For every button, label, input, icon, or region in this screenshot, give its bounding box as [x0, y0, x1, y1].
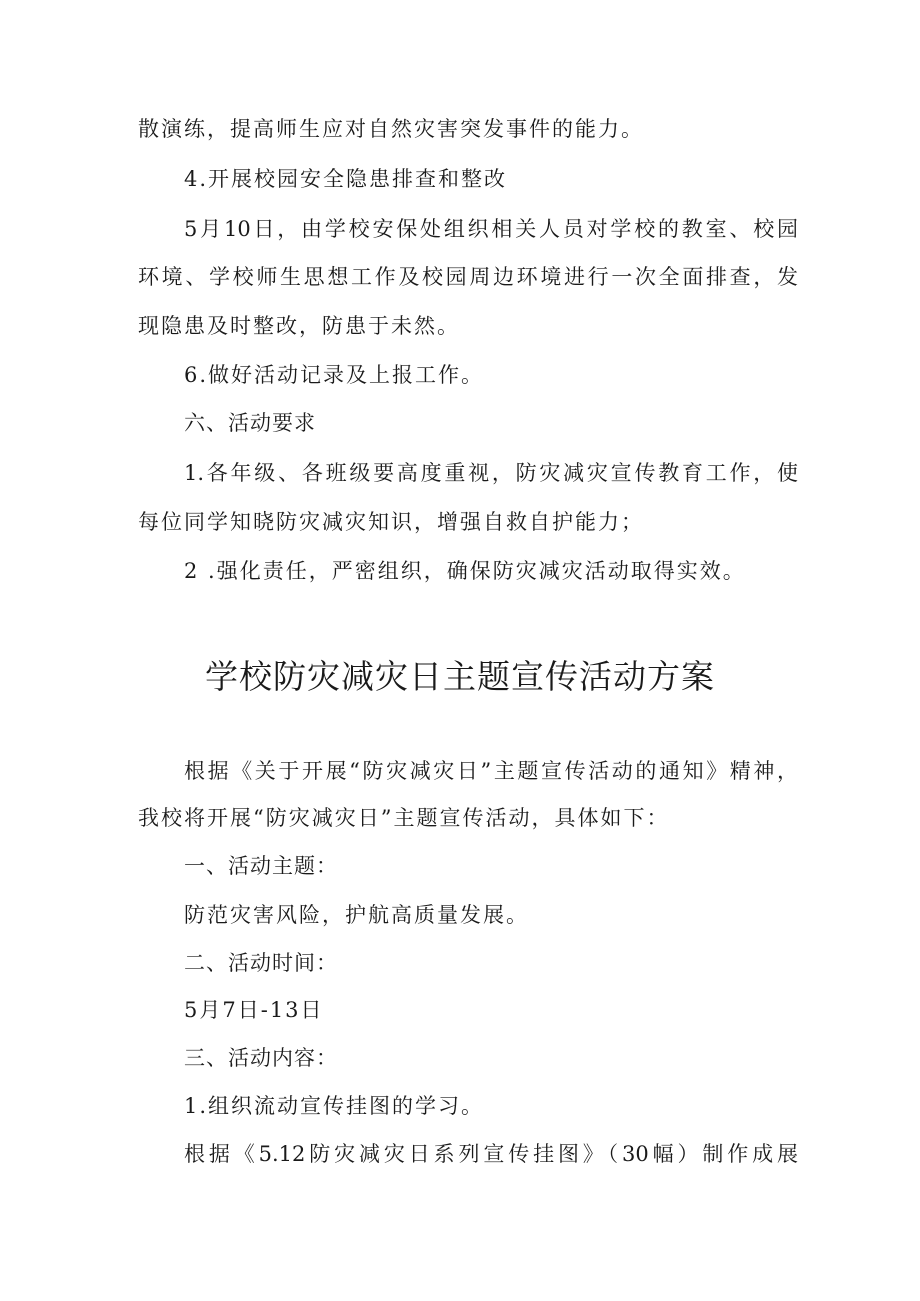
- list-item: 2 .强化责任，严密组织，确保防灾减灾活动取得实效。: [184, 559, 746, 583]
- paragraph-line: 每位同学知晓防灾减灾知识，增强自救自护能力；: [138, 510, 644, 534]
- section-heading: 二、活动时间：: [184, 951, 338, 975]
- section-heading: 三、活动内容：: [184, 1046, 338, 1070]
- paragraph-line: 环境、学校师生思想工作及校园周边环境进行一次全面排查，发: [138, 265, 798, 289]
- paragraph-line: 根据《5.12防灾减灾日系列宣传挂图》（30幅）制作成展: [184, 1142, 798, 1166]
- paragraph-line: 5月10日，由学校安保处组织相关人员对学校的教室、校园: [184, 217, 798, 241]
- paragraph-line: 我校将开展“防灾减灾日”主题宣传活动，具体如下：: [138, 806, 670, 830]
- paragraph-line: 防范灾害风险，护航高质量发展。: [184, 903, 529, 927]
- list-item: 1.组织流动宣传挂图的学习。: [184, 1094, 485, 1118]
- paragraph-line: 现隐患及时整改，防患于未然。: [138, 314, 460, 338]
- paragraph-line: 根据《关于开展“防灾减灾日”主题宣传活动的通知》精神，: [184, 759, 798, 783]
- list-item: 4.开展校园安全隐患排查和整改: [184, 167, 508, 191]
- section-heading: 一、活动主题：: [184, 854, 338, 878]
- list-item: 1.各年级、各班级要高度重视，防灾减灾宣传教育工作，使: [184, 461, 798, 485]
- paragraph-line: 散演练，提高师生应对自然灾害突发事件的能力。: [138, 117, 644, 141]
- paragraph-line: 5月7日-13日: [184, 998, 324, 1022]
- list-item: 6.做好活动记录及上报工作。: [184, 363, 485, 387]
- section-heading: 六、活动要求: [184, 411, 316, 435]
- document-title: 学校防灾减灾日主题宣传活动方案: [205, 657, 715, 696]
